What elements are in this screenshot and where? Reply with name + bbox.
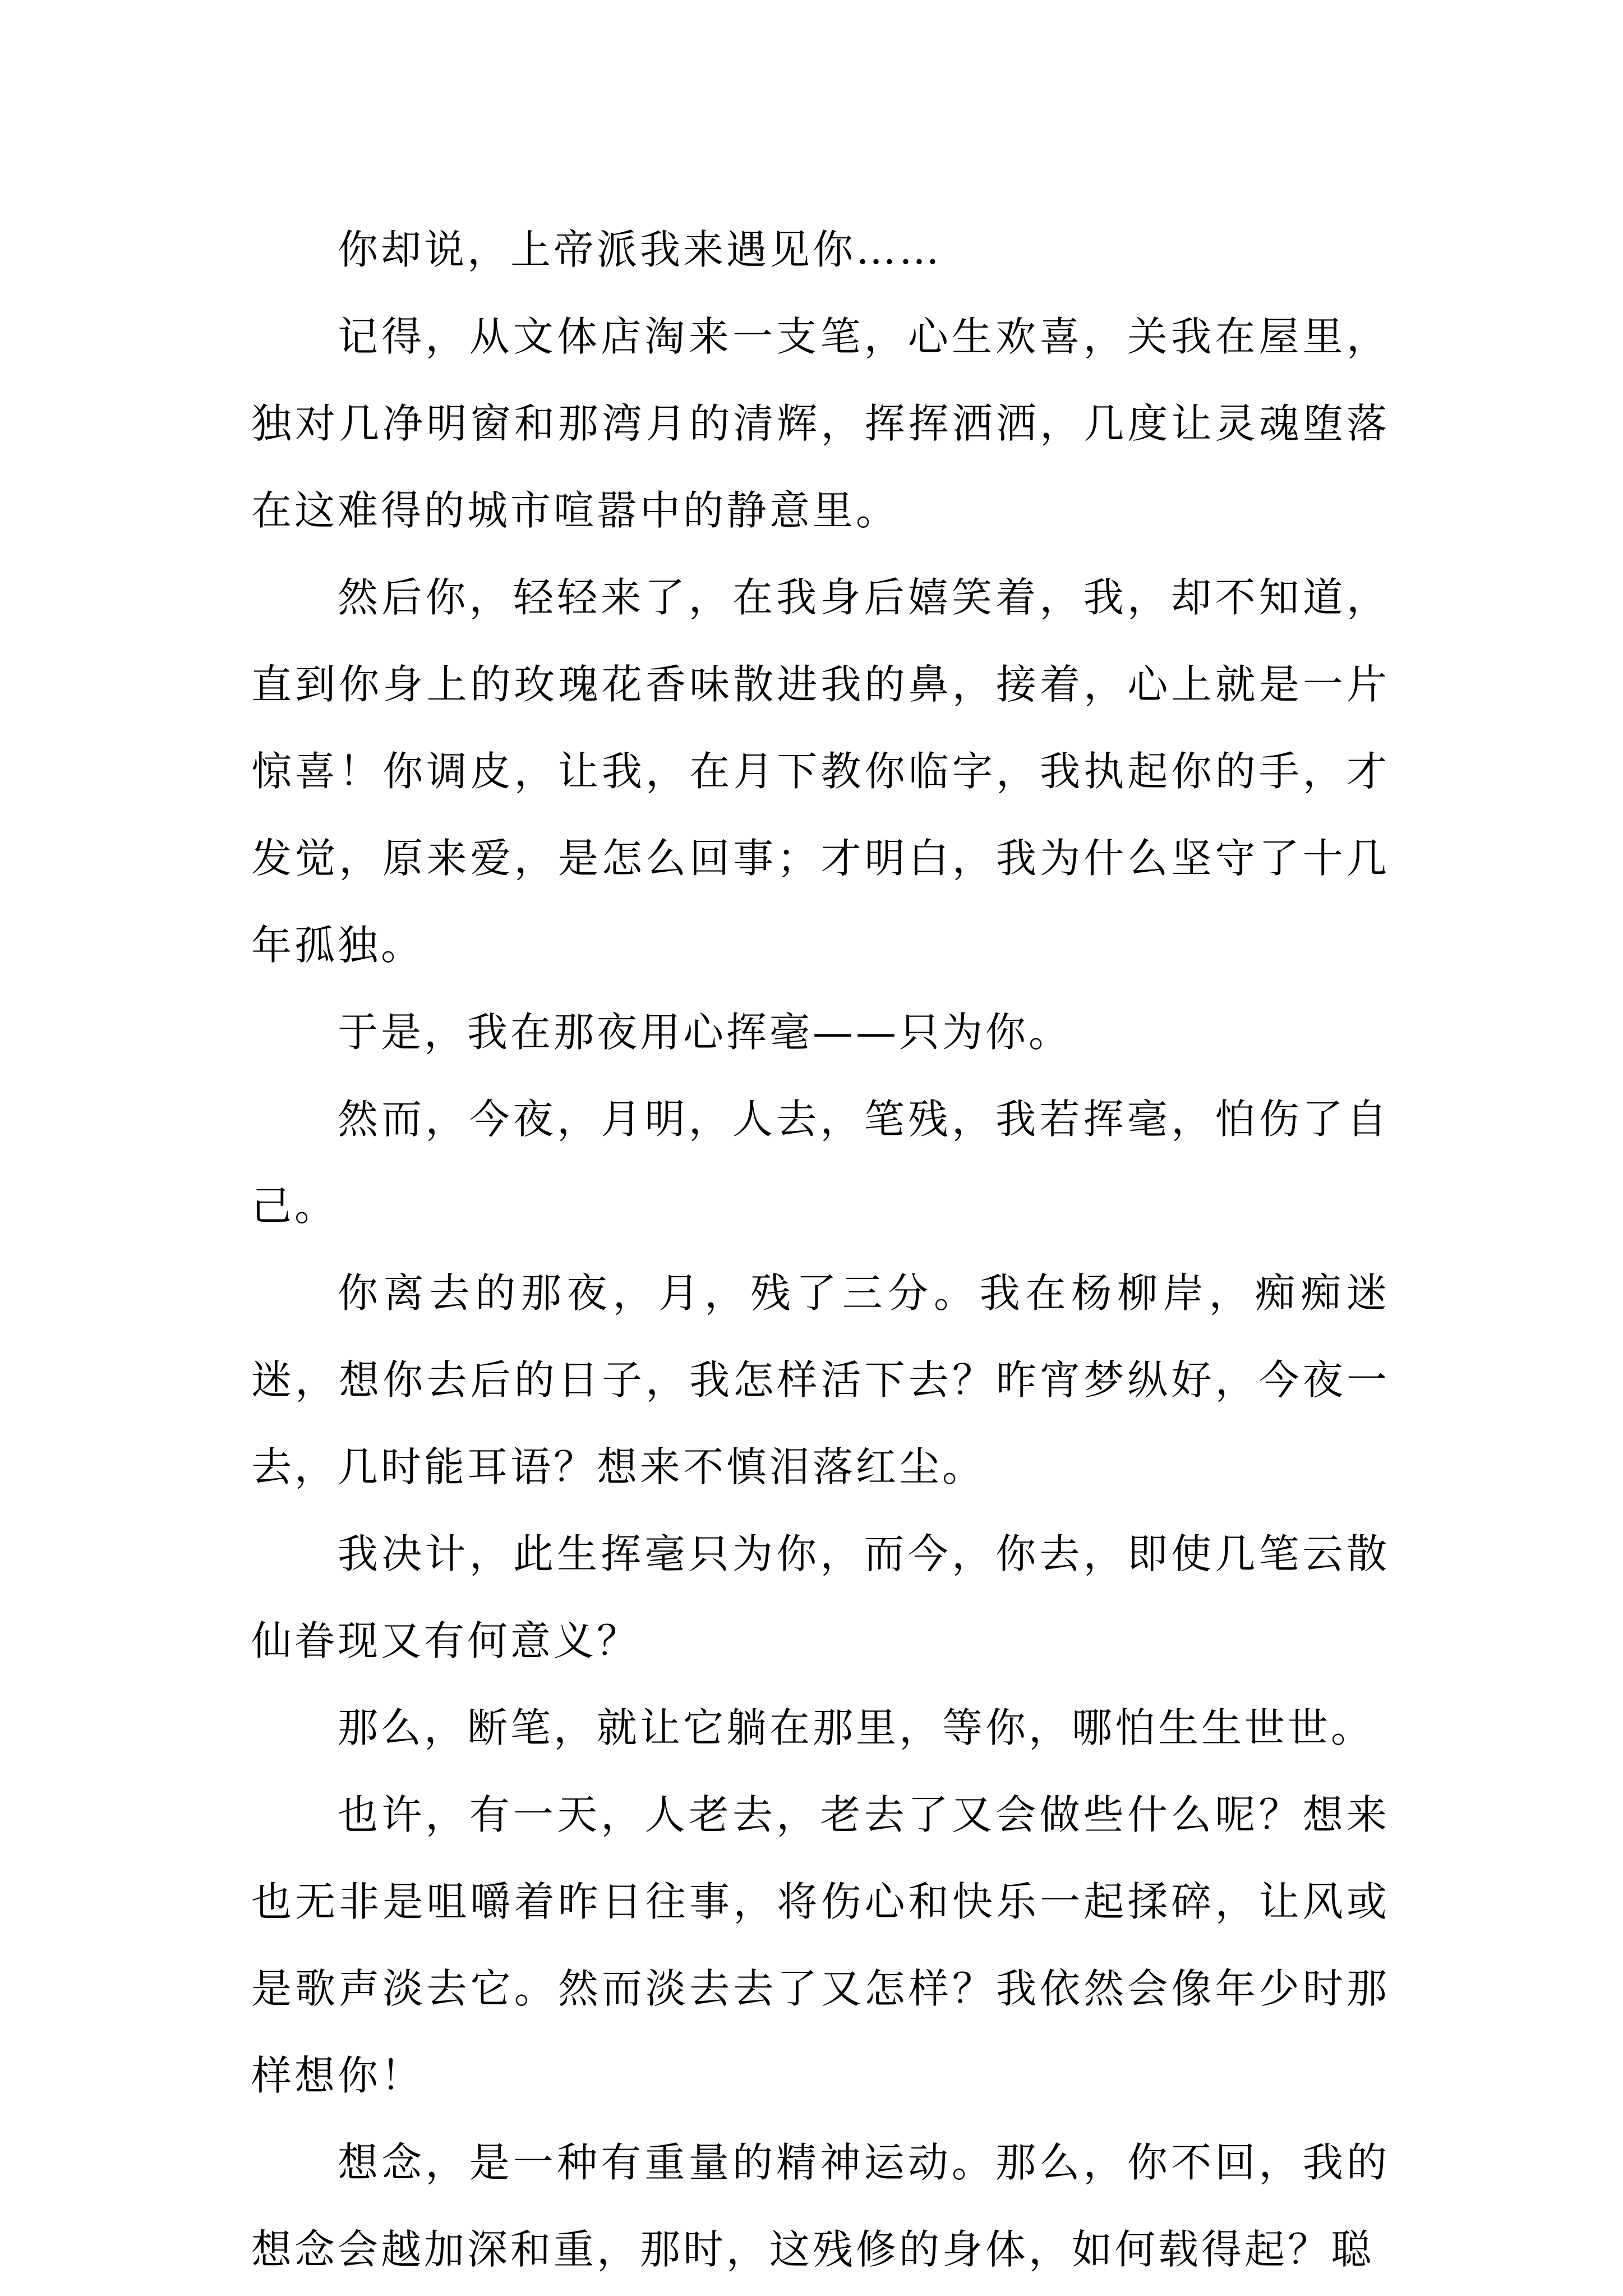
paragraph-7: 我决计，此生挥毫只为你，而今，你去，即使几笔云散仙眷现又有何意义？ <box>251 1530 1390 1664</box>
text-body <box>251 206 1390 2293</box>
paragraph-3: 然后你，轻轻来了，在我身后嬉笑着，我，却不知道，直到你身上的玫瑰花香味散进我的鼻，接着，心上就是一片惊喜！你调皮，让我，在月下教你临字，我执起你的手，才发觉，原来爱，是怎么回事；才明白，我为什么坚守了十几年孤独。 <box>251 574 1390 969</box>
paragraph-5: 然而，今夜，月明，人去，笔残，我若挥毫，怕伤了自己。 <box>251 1096 1390 1230</box>
paragraph-10: 想念，是一种有重量的精神运动。那么，你不回，我的想念会越加深和重，那时，这残修的身体，如何载得起？聪 <box>251 2139 1390 2273</box>
paragraph-6: 你离去的那夜，月，残了三分。我在杨柳岸，痴痴迷迷，想你去后的日子，我怎样活下去？昨宵梦纵好，今夜一去，几时能耳语？想来不慎泪落红尘。 <box>251 1269 1390 1490</box>
paragraph-8: 那么，断笔，就让它躺在那里，等你，哪怕生生世世。 <box>338 1704 1375 1751</box>
paragraph-9: 也许，有一天，人老去，老去了又会做些什么呢？想来也无非是咀嚼着昨日往事，将伤心和快乐一起揉碎，让风或是歌声淡去它。然而淡去去了又怎样？我依然会像年少时那样想你！ <box>251 1791 1390 2099</box>
paragraph-2: 记得，从文体店淘来一支笔，心生欢喜，关我在屋里，独对几净明窗和那湾月的清辉，挥挥洒洒，几度让灵魂堕落在这难得的城市喧嚣中的静意里。 <box>251 313 1390 534</box>
paragraph-1: 你却说，上帝派我来遇见你…… <box>338 226 943 273</box>
paragraph-4: 于是，我在那夜用心挥毫——只为你。 <box>338 1009 1072 1056</box>
